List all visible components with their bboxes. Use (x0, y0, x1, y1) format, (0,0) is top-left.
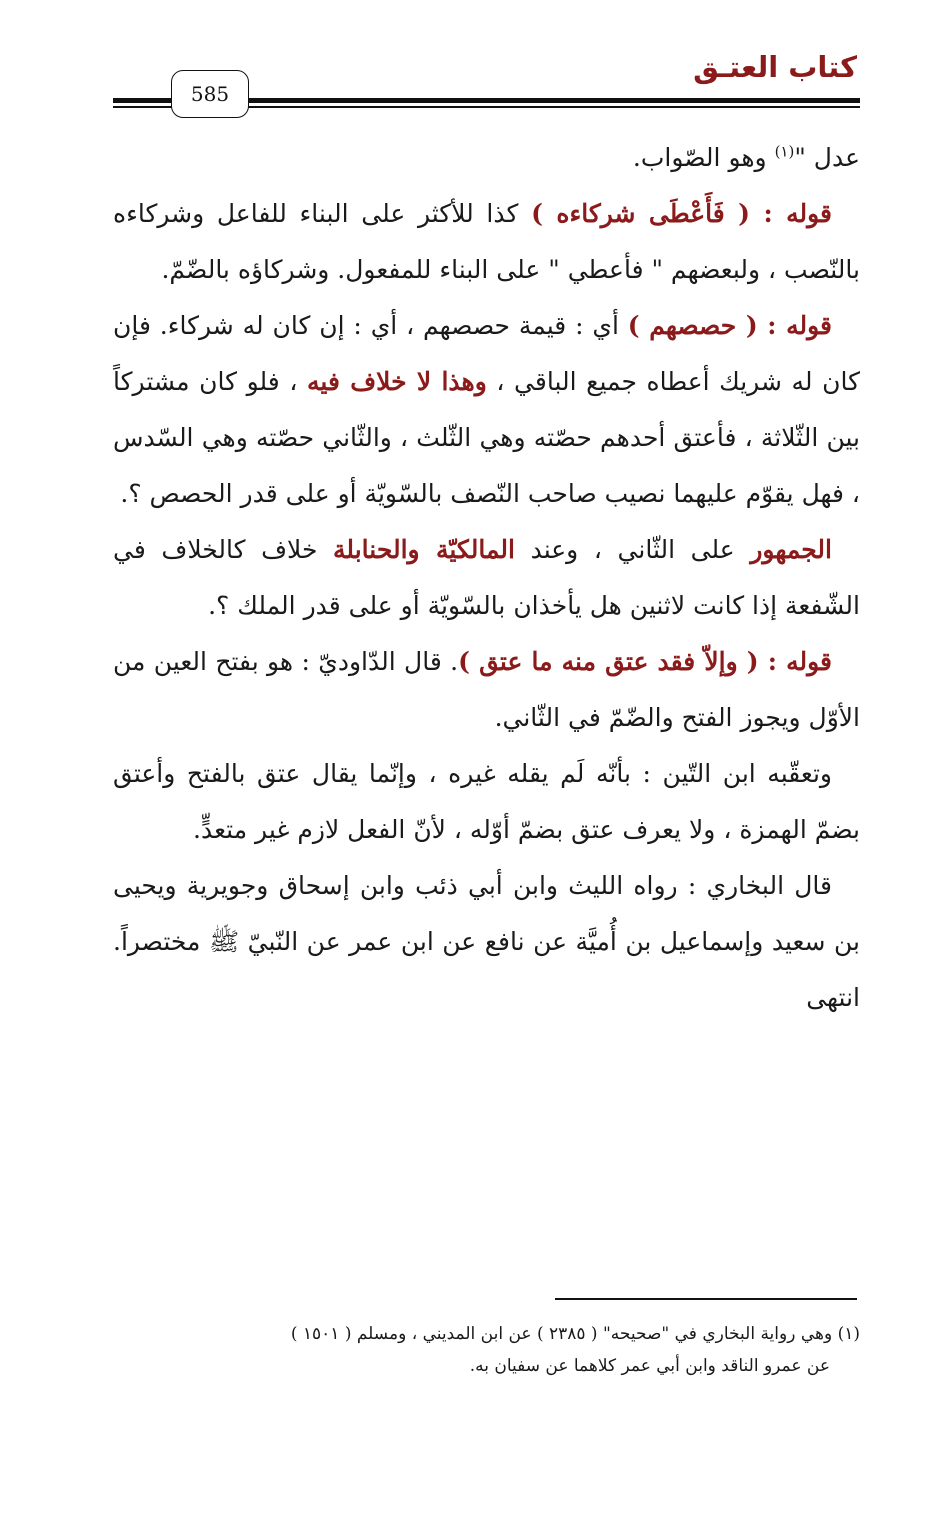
paragraph-6: وتعقّبه ابن التّين : بأنّه لَم يقله غيره ، وإنّما يقال عتق بالفتح وأعتق بضمّ الهمزة ، ولا يعرف عتق بضمّ أوّله ، لأنّ الفعل لازم غير متعدٍّ. (113, 759, 860, 844)
footnote-reference[interactable]: (١) (774, 142, 795, 161)
highlight-text: وهذا لا خلاف فيه (307, 367, 487, 396)
highlight-text: الجمهور (750, 535, 832, 564)
p5-text: . قال الدّاوديّ : هو بفتح العين من الأوّل ويجوز الفتح والضّمّ في الثّاني. (113, 647, 860, 732)
p3-text-b: ، فلو كان مشتركاً بين الثّلاثة ، فأعتق أحدهم حصّته وهي الثّلث ، والثّاني حصّته وهي السّدس ، فهل يقوّم عليهما نصيب صاحب النّصف بالسّويّة أو على قدر الحصص ؟. (113, 367, 860, 508)
p1-text-a: عدل " (794, 143, 860, 172)
paragraph-5 (113, 634, 860, 746)
p4-text-b: خلاف كالخلاف في الشّفعة إذا كانت لاثنين هل يأخذان بالسّويّة أو على قدر الملك ؟. (113, 535, 860, 620)
page-header (0, 0, 945, 130)
p3-text-a: أي : قيمة حصصهم ، أي : إن كان له شركاء. فإن كان له شريك أعطاه جميع الباقي ، (113, 311, 860, 396)
quote-label: قوله : ( فَأَعْطَى شركاءه ) (531, 199, 832, 228)
footnote-line-1: (١) وهي رواية البخاري في "صحيحه" ( ٢٣٨٥ ) عن ابن المديني ، ومسلم ( ١٥٠١ ) (290, 1324, 860, 1344)
paragraph-7: قال البخاري : رواه الليث وابن أبي ذئب وابن إسحاق وجويرية ويحيى بن سعيد وإسماعيل بن أُميَّة عن نافع عن ابن عمر عن النّبيّ ﷺ مختصراً. انتهى (113, 871, 860, 1012)
p2-text: كذا للأكثر على البناء للفاعل وشركاءه بالنّصب ، ولبعضهم " فأعطي " على البناء للمفعول. وشركاؤه بالضّمّ. (113, 199, 860, 284)
p4-text-a: على الثّاني ، وعند (514, 535, 751, 564)
quote-label: قوله : ( وإلاّ فقد عتق منه ما عتق ) (458, 647, 832, 676)
footnote (113, 1318, 860, 1382)
quote-label: قوله : ( حصصهم ) (627, 311, 833, 340)
page-number-box (171, 70, 249, 118)
paragraph-4 (113, 522, 860, 634)
chapter-title: كتاب العتـق (693, 50, 857, 84)
paragraph-2 (113, 186, 860, 298)
footnote-divider (555, 1298, 857, 1300)
footnote-line-2: عن عمرو الناقد وابن أبي عمر كلاهما عن سفيان به. (469, 1356, 830, 1376)
main-text (113, 130, 860, 1026)
paragraph-1 (113, 130, 860, 186)
paragraph-3 (113, 298, 860, 522)
p1-text-b: وهو الصّواب. (632, 143, 775, 172)
page-number: 585 (190, 82, 230, 106)
highlight-text: المالكيّة والحنابلة (333, 535, 515, 564)
